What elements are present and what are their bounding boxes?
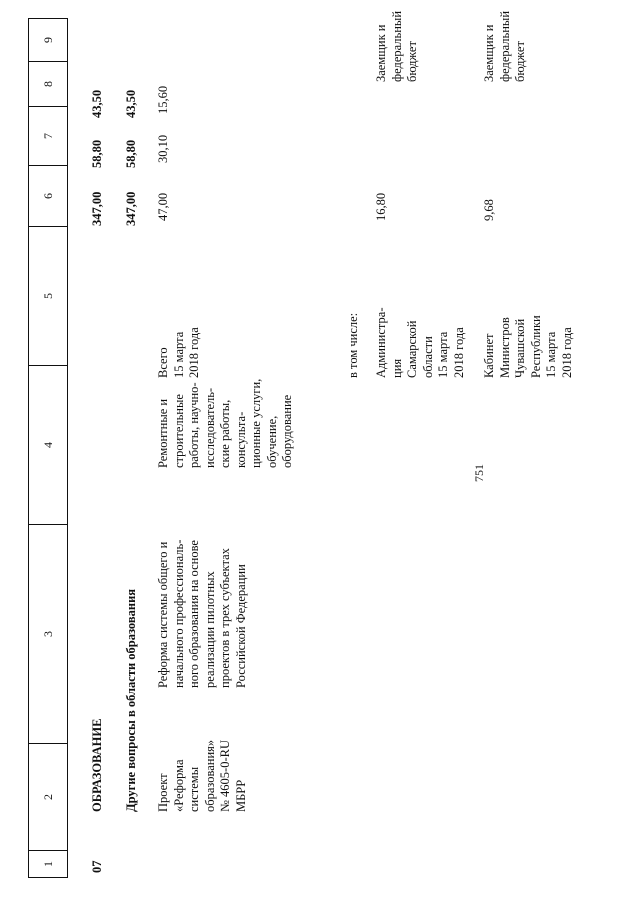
- section-col6: 347,00: [90, 191, 104, 226]
- header-col-7: 7: [28, 106, 68, 166]
- page-number: 751: [472, 464, 486, 482]
- header-col-3: 3: [28, 524, 68, 744]
- chuvash-col6: 9,68: [482, 199, 496, 221]
- section-col8: 43,50: [90, 89, 104, 118]
- section-title: ОБРАЗОВАНИЕ: [90, 718, 104, 812]
- subsection-col6: 347,00: [124, 191, 138, 226]
- header-col-2: 2: [28, 743, 68, 851]
- header-col-8: 8: [28, 61, 68, 107]
- header-col-4: 4: [28, 365, 68, 525]
- section-code: 07: [90, 860, 104, 873]
- rotated-page: 751 1 2 3 4 5 6 7 8 9 07 ОБРАЗОВАНИЕ 347,00 58,80 43,50 Другие вопросы в области образования 347,00 58,80 43,50 Проект «Реформа системы образования» № 4605-0-RU МБРР Реформа системы общего и начального профессиональ- ного образования на основе реализации пилотных проектов в трех субъектах Российской Федерации Ремонтные и строительные работы, научно- исследователь- ские работы, консульта- ционные услуги, обучение, оборудование Всего 15 марта 2018 года 47,00 30,10 15,60 в том числе: Администра- ция Самарской области 15 марта 2018 года 16,80 Заемщик и федеральный бюджет Кабинет Министров Чувашской Республики 15 марта 2018 года 9,68 Заемщик и федеральный бюджет: [0, 0, 640, 900]
- table-header: [28, 18, 68, 878]
- samara-col6: 16,80: [374, 192, 388, 221]
- header-col-5: 5: [28, 226, 68, 366]
- subsection-title: Другие вопросы в области образования: [124, 588, 138, 812]
- header-col-1: 1: [28, 850, 68, 878]
- header-col-9: 9: [28, 18, 68, 62]
- project-col8: 15,60: [156, 85, 170, 114]
- subsection-col8: 43,50: [124, 89, 138, 118]
- including-label: в том числе:: [346, 312, 360, 378]
- header-col-6: 6: [28, 165, 68, 227]
- section-col7: 58,80: [90, 139, 104, 168]
- project-col7: 30,10: [156, 134, 170, 163]
- subsection-col7: 58,80: [124, 139, 138, 168]
- project-col6: 47,00: [156, 192, 170, 221]
